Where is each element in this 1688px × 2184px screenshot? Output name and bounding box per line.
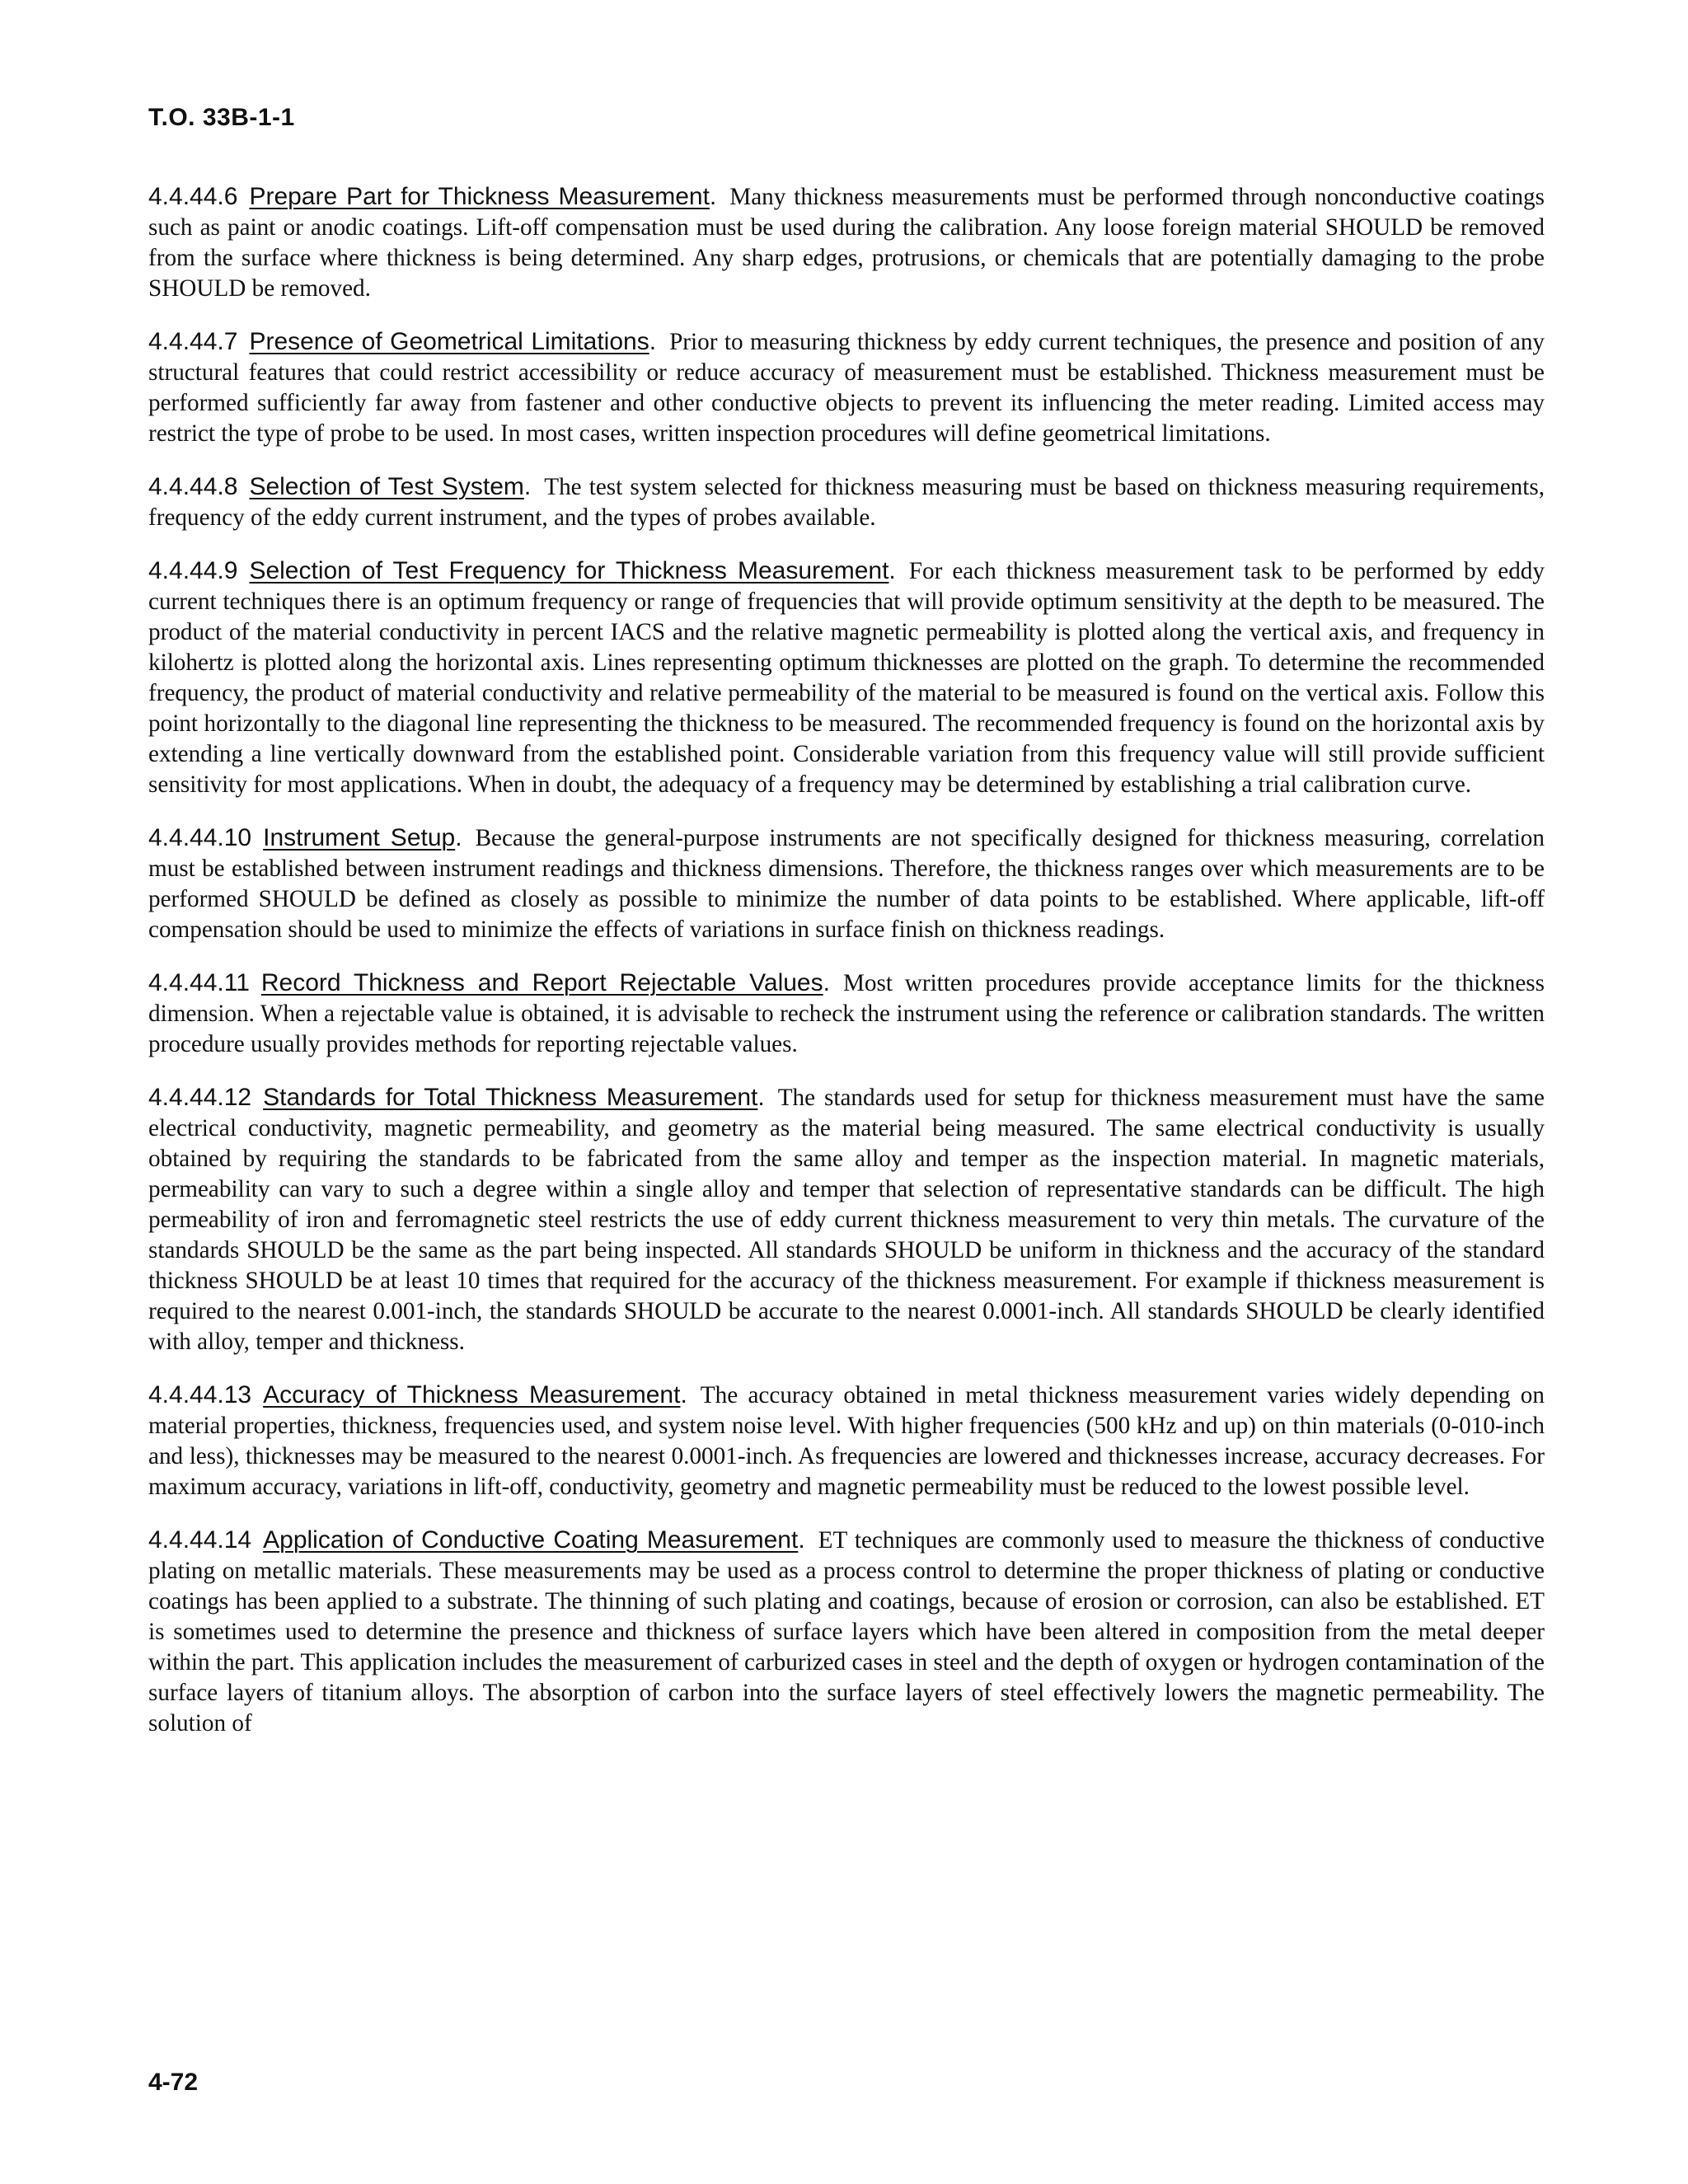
paragraph-number: 4.4.44.12 [148, 1084, 252, 1111]
paragraph-body: The standards used for setup for thickness measurement must have the same electrical conductivity, magnetic permeability, and geometry as the material being measured. The same electrical conductivity is usually obtained by requiring the standards to be fabricated from the same alloy and temper as the inspection material. In magnetic materials, permeability can vary to such a degree within a single alloy and temper that selection of representative standards can be difficult. The high permeability of iron and ferromagnetic steel restricts the use of eddy current thickness measurement to very thin metals. The curvature of the standards SHOULD be the same as the part being inspected. All standards SHOULD be uniform in thickness and the accuracy of the standard thickness SHOULD be at least 10 times that required for the accuracy of the thickness measurement. For example if thickness measurement is required to the nearest 0.001-inch, the standards SHOULD be accurate to the nearest 0.0001-inch. All standards SHOULD be clearly identified with alloy, temper and thickness. [148, 1085, 1545, 1355]
document-body [148, 181, 1545, 1761]
paragraph-4-4-44-10: 4.4.44.10 Instrument Setup. Because the general-purpose instruments are not specifically designed for thickness measuring, correlation must be established between instrument readings and thickness dimensions. Therefore, the thickness ranges over which measurements are to be performed SHOULD be defined as closely as possible to minimize the number of data points to be established. Where applicable, lift-off compensation should be used to minimize the effects of variations in surface finish on thickness readings. [148, 824, 1545, 943]
paragraph-heading: Selection of Test Frequency for Thickness Measurement [249, 557, 889, 584]
paragraph-heading: Application of Conductive Coating Measurement [263, 1526, 799, 1554]
paragraph-4-4-44-7: 4.4.44.7 Presence of Geometrical Limitations. Prior to measuring thickness by eddy current techniques, the presence and position of any structural features that could restrict accessibility or reduce accuracy of measurement must be established. Thickness measurement must be performed sufficiently far away from fastener and other conductive objects to prevent its influencing the meter reading. Limited access may restrict the type of probe to be used. In most cases, written inspection procedures will define geometrical limitations. [148, 328, 1545, 447]
paragraph-number: 4.4.44.8 [148, 473, 238, 500]
paragraph-4-4-44-12: 4.4.44.12 Standards for Total Thickness Measurement. The standards used for setup for thickness measurement must have the same electrical conductivity, magnetic permeability, and geometry as the material being measured. The same electrical conductivity is usually obtained by requiring the standards to be fabricated from the same alloy and temper as the inspection material. In magnetic materials, permeability can vary to such a degree within a single alloy and temper that selection of representative standards can be difficult. The high permeability of iron and ferromagnetic steel restricts the use of eddy current thickness measurement to very thin metals. The curvature of the standards SHOULD be the same as the part being inspected. All standards SHOULD be uniform in thickness and the accuracy of the standard thickness SHOULD be at least 10 times that required for the accuracy of the thickness measurement. For example if thickness measurement is required to the nearest 0.001-inch, the standards SHOULD be accurate to the nearest 0.0001-inch. All standards SHOULD be clearly identified with alloy, temper and thickness. [148, 1084, 1545, 1355]
paragraph-number: 4.4.44.7 [148, 328, 238, 355]
paragraph-heading: Selection of Test System [249, 473, 524, 500]
paragraph-body: For each thickness measurement task to be performed by eddy current techniques there is an optimum frequency or range of frequencies that will provide optimum sensitivity at the depth to be measured. The product of the material conductivity in percent IACS and the relative magnetic permeability is plotted along the vertical axis, and frequency in kilohertz is plotted along the horizontal axis. Lines representing optimum thicknesses are plotted on the graph. To determine the recommended frequency, the product of material conductivity and relative permeability of the material to be measured is found on the vertical axis. Follow this point horizontally to the diagonal line representing the thickness to be measured. The recommended frequency is found on the horizontal axis by extending a line vertically downward from the established point. Considerable variation from this frequency value will still provide sufficient sensitivity for most applications. When in doubt, the adequacy of a frequency may be determined by establishing a trial calibration curve. [148, 558, 1545, 798]
paragraph-number: 4.4.44.11 [148, 969, 250, 996]
paragraph-heading: Accuracy of Thickness Measurement [263, 1381, 681, 1408]
paragraph-4-4-44-11: 4.4.44.11 Record Thickness and Report Rejectable Values. Most written procedures provide acceptance limits for the thickness dimension. When a rejectable value is obtained, it is advisable to recheck the instrument using the reference or calibration standards. The written procedure usually provides methods for reporting rejectable values. [148, 969, 1545, 1057]
page-number: 4-72 [148, 2069, 199, 2096]
paragraph-body: Most written procedures provide acceptance limits for the thickness dimension. When a rejectable value is obtained, it is advisable to recheck the instrument using the reference or calibration standards. The written procedure usually provides methods for reporting rejectable values. [148, 970, 1545, 1057]
paragraph-heading: Instrument Setup [263, 824, 456, 851]
paragraph-number: 4.4.44.6 [148, 183, 238, 210]
document-header: T.O. 33B-1-1 [148, 104, 295, 131]
paragraph-body: Because the general-purpose instruments are not specifically designed for thickness measuring, correlation must be established between instrument readings and thickness dimensions. Therefore, the thickness ranges over which measurements are to be performed SHOULD be defined as closely as possible to minimize the number of data points to be established. Where applicable, lift-off compensation should be used to minimize the effects of variations in surface finish on thickness readings. [148, 825, 1545, 943]
paragraph-heading: Prepare Part for Thickness Measurement [249, 183, 710, 210]
paragraph-number: 4.4.44.9 [148, 557, 238, 584]
paragraph-heading: Record Thickness and Report Rejectable Values [260, 969, 823, 996]
paragraph-body: The accuracy obtained in metal thickness measurement varies widely depending on material properties, thickness, frequencies used, and system noise level. With higher frequencies (500 kHz and up) on thin materials (0-010-inch and less), thicknesses may be measured to the nearest 0.0001-inch. As frequencies are lowered and thicknesses increase, accuracy decreases. For maximum accuracy, variations in lift-off, conductivity, geometry and magnetic permeability must be reduced to the lowest possible level. [148, 1382, 1545, 1500]
paragraph-body: Many thickness measurements must be performed through nonconductive coatings such as paint or anodic coatings. Lift-off compensation must be used during the calibration. Any loose foreign material SHOULD be removed from the surface where thickness is being determined. Any sharp edges, protrusions, or chemicals that are potentially damaging to the probe SHOULD be removed. [148, 184, 1545, 302]
paragraph-number: 4.4.44.10 [148, 824, 252, 851]
paragraph-number: 4.4.44.13 [148, 1381, 252, 1408]
paragraph-number: 4.4.44.14 [148, 1526, 252, 1554]
paragraph-heading: Presence of Geometrical Limitations [249, 328, 649, 355]
paragraph-body: ET techniques are commonly used to measure the thickness of conductive plating on metallic materials. These measurements may be used as a process control to determine the proper thickness of plating or conductive coatings has been applied to a substrate. The thinning of such plating and coatings, because of erosion or corrosion, can also be established. ET is sometimes used to determine the presence and thickness of surface layers which have been altered in composition from the metal deeper within the part. This application includes the measurement of carburized cases in steel and the depth of oxygen or hydrogen contamination of the surface layers of titanium alloys. The absorption of carbon into the surface layers of steel effectively lowers the magnetic permeability. The solution of [148, 1527, 1545, 1736]
paragraph-4-4-44-13: 4.4.44.13 Accuracy of Thickness Measurement. The accuracy obtained in metal thickness measurement varies widely depending on material properties, thickness, frequencies used, and system noise level. With higher frequencies (500 kHz and up) on thin materials (0-010-inch and less), thicknesses may be measured to the nearest 0.0001-inch. As frequencies are lowered and thicknesses increase, accuracy decreases. For maximum accuracy, variations in lift-off, conductivity, geometry and magnetic permeability must be reduced to the lowest possible level. [148, 1381, 1545, 1500]
paragraph-heading: Standards for Total Thickness Measurement [263, 1084, 758, 1111]
paragraph-4-4-44-8: 4.4.44.8 Selection of Test System. The test system selected for thickness measuring must be based on thickness measuring requirements, frequency of the eddy current instrument, and the types of probes available. [148, 473, 1545, 531]
paragraph-body: Prior to measuring thickness by eddy current techniques, the presence and position of any structural features that could restrict accessibility or reduce accuracy of measurement must be established. Thickness measurement must be performed sufficiently far away from fastener and other conductive objects to prevent its influencing the meter reading. Limited access may restrict the type of probe to be used. In most cases, written inspection procedures will define geometrical limitations. [148, 329, 1545, 447]
paragraph-body: The test system selected for thickness measuring must be based on thickness measuring requirements, frequency of the eddy current instrument, and the types of probes available. [148, 474, 1545, 531]
paragraph-4-4-44-14: 4.4.44.14 Application of Conductive Coating Measurement. ET techniques are commonly used to measure the thickness of conductive plating on metallic materials. These measurements may be used as a process control to determine the proper thickness of plating or conductive coatings has been applied to a substrate. The thinning of such plating and coatings, because of erosion or corrosion, can also be established. ET is sometimes used to determine the presence and thickness of surface layers which have been altered in composition from the metal deeper within the part. This application includes the measurement of carburized cases in steel and the depth of oxygen or hydrogen contamination of the surface layers of titanium alloys. The absorption of carbon into the surface layers of steel effectively lowers the magnetic permeability. The solution of [148, 1526, 1545, 1736]
paragraph-4-4-44-9: 4.4.44.9 Selection of Test Frequency for Thickness Measurement. For each thickness measurement task to be performed by eddy current techniques there is an optimum frequency or range of frequencies that will provide optimum sensitivity at the depth to be measured. The product of the material conductivity in percent IACS and the relative magnetic permeability is plotted along the vertical axis, and frequency in kilohertz is plotted along the horizontal axis. Lines representing optimum thicknesses are plotted on the graph. To determine the recommended frequency, the product of material conductivity and relative permeability of the material to be measured is found on the vertical axis. Follow this point horizontally to the diagonal line representing the thickness to be measured. The recommended frequency is found on the horizontal axis by extending a line vertically downward from the established point. Considerable variation from this frequency value will still provide sufficient sensitivity for most applications. When in doubt, the adequacy of a frequency may be determined by establishing a trial calibration curve. [148, 557, 1545, 798]
paragraph-4-4-44-6: 4.4.44.6 Prepare Part for Thickness Measurement. Many thickness measurements must be performed through nonconductive coatings such as paint or anodic coatings. Lift-off compensation must be used during the calibration. Any loose foreign material SHOULD be removed from the surface where thickness is being determined. Any sharp edges, protrusions, or chemicals that are potentially damaging to the probe SHOULD be removed. [148, 183, 1545, 302]
